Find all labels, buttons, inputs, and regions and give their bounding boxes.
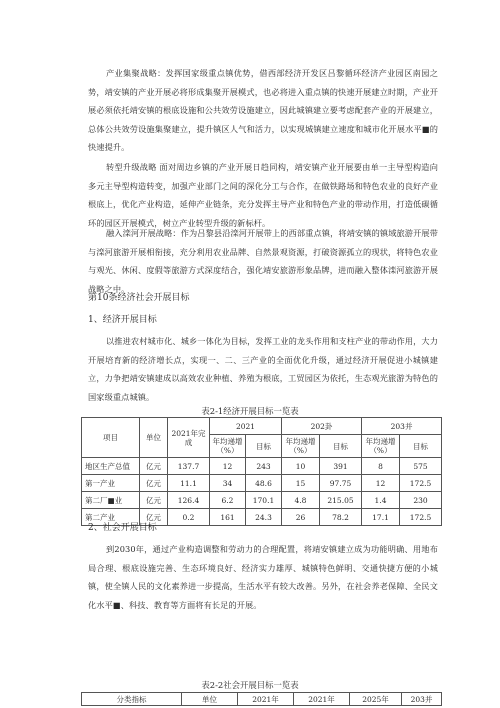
economic-target-table (81, 417, 442, 526)
table1-subheader-target: 目标 (400, 435, 442, 458)
row-rate1: 161 (210, 509, 246, 526)
table1-header-item: 项目 (82, 418, 140, 458)
social-target-table (81, 692, 442, 706)
table1-header-base: 2021年完成 (168, 418, 210, 458)
row-target2: 391 (320, 458, 362, 475)
row-rate1: 34 (210, 475, 246, 492)
table1-header-year3: 203并 (362, 418, 442, 435)
row-base: 0.2 (168, 509, 210, 526)
table1-subheader-rate: 年均递增（%） (210, 435, 246, 458)
row-item: 第二厂■业 (82, 492, 140, 509)
table1-header-year1: 2021 (210, 418, 282, 435)
row-rate3: 8 (362, 458, 400, 475)
row-rate1: 6.2 (210, 492, 246, 509)
row-unit: 亿元 (140, 492, 168, 509)
table-row (82, 475, 442, 492)
table1-header-year2: 202卦 (282, 418, 362, 435)
row-rate3: 1.4 (362, 492, 400, 509)
paragraph-transformation: 转型升级战略 面对周边乡镇的产业开展日趋同构，靖安镇产业开展要由单一主导型构造向多元主导型构造转变，加强产业部门之间的深化分工与合作，在做铁路场和特色农业的良好产业根底上，优化产业构造，延伸产业链条，充分发挥主导产业和特色产业的带动作用，打造低碳循环的园区开展模式，树立产业转型升级的新标杆。 (88, 162, 438, 228)
table1-caption: 表2-1经济开展目标一览表 (201, 406, 299, 416)
table2-header-unit: 单位 (182, 693, 238, 706)
row-base: 11.1 (168, 475, 210, 492)
table2-header-col3: 2025年 (350, 693, 402, 706)
row-rate3: 12 (362, 475, 400, 492)
table2-caption: 表2-2社会开展目标一览表 (201, 680, 299, 690)
row-base: 126.4 (168, 492, 210, 509)
row-item: 地区生产总值 (82, 458, 140, 475)
row-target2: 97.75 (320, 475, 362, 492)
table-row (82, 458, 442, 475)
row-rate1: 12 (210, 458, 246, 475)
table1-header-row (82, 418, 442, 435)
row-unit: 亿元 (140, 509, 168, 526)
row-target1: 243 (246, 458, 282, 475)
row-target3: 172.5 (400, 475, 442, 492)
row-unit: 亿元 (140, 458, 168, 475)
table1-subheader-target: 目标 (320, 435, 362, 458)
row-rate2: 10 (282, 458, 320, 475)
article-heading: 第10条经济社会开展目标 (88, 293, 190, 303)
row-rate3: 17.1 (362, 509, 400, 526)
paragraph-industry-cluster: 产业集聚战略：发挥国家级重点镇优势，借西部经济开发区吕黎循环经济产业园区南园之势，靖安镇的产业开展必将形成集聚开展模式，也必将进入重点镇的快速开展建立时期，产业开展必须依托靖安镇的根底设施和公共效劳设施建立，因此城镇建立要考虑配套产业的开展建立，总体公共效劳设施集聚建立，提升镇区人气和活力，以实现城镇建立速度和城市化开展水平■的快速提升。 (88, 68, 438, 153)
table1-subheader-rate: 年均递增（%） (282, 435, 320, 458)
row-rate2: 15 (282, 475, 320, 492)
row-target2: 78.2 (320, 509, 362, 526)
economic-target-heading: 1、经济开展目标 (88, 315, 157, 325)
paragraph-economic-target: 以推进农村城市化、城乡一体化为目标，发挥工业的龙头作用和支柱产业的带动作用，大力开展培育新的经济增长点，实现一、二、三产业的全面优化升级，通过经济开展促进小城镇建立，力争把靖安镇建成以高效农业种植、养殖为根底，工贸园区为依托，生态观光旅游为特色的国家级重点城镇。 (88, 336, 438, 402)
row-unit: 亿元 (140, 475, 168, 492)
social-target-heading: 2、社会开展目标 (88, 523, 157, 533)
paragraph-luan-river: 融入滦河开展战略：作为吕黎县沿滦河开展带上的西部重点镇，将靖安镇的镇域旅游开展带与滦河旅游开展相衔接，充分利用农业品牌、自然景观资源，打破资源孤立的现状，将特色农业与观光、休闲、度假等旅游方式深度结合，强化靖安旅游形象品牌，进而融入整体滦河旅游开展战略之中。 (88, 228, 438, 294)
table2-header-col1: 2021年 (238, 693, 294, 706)
row-target1: 48.6 (246, 475, 282, 492)
row-item: 第二产业 (82, 509, 140, 526)
table1-header-unit: 单位 (140, 418, 168, 458)
table2-header-category: 分类指标 (82, 693, 182, 706)
row-target3: 575 (400, 458, 442, 475)
table1-subheader-target: 目标 (246, 435, 282, 458)
row-target3: 172.5 (400, 509, 442, 526)
table1-subheader-rate: 年均递增（%） (362, 435, 400, 458)
row-target2: 215.05 (320, 492, 362, 509)
row-base: 137.7 (168, 458, 210, 475)
row-target1: 24.3 (246, 509, 282, 526)
row-rate2: 26 (282, 509, 320, 526)
table2-header-col2: 2021年 (294, 693, 350, 706)
row-target1: 170.1 (246, 492, 282, 509)
table2-header-row (82, 693, 442, 706)
paragraph-social-target: 到2030年，通过产业构造调整和劳动力的合理配置，将靖安镇建立成为功能明确、用地布局合理、根底设施完善、生态环境良好、经济实力雄厚、城镇特色鲜明、交通快捷方便的小城镇，使全镇人民的文化素养进一步提高，生活水平有较大改善。另外，在社会养老保障、全民文化水平■、科技、教育等方面将有长足的开展。 (88, 544, 438, 610)
row-target3: 230 (400, 492, 442, 509)
table-row (82, 492, 442, 509)
row-rate2: 4.8 (282, 492, 320, 509)
row-item: 第一产业 (82, 475, 140, 492)
table2-header-col4: 203并 (402, 693, 442, 706)
